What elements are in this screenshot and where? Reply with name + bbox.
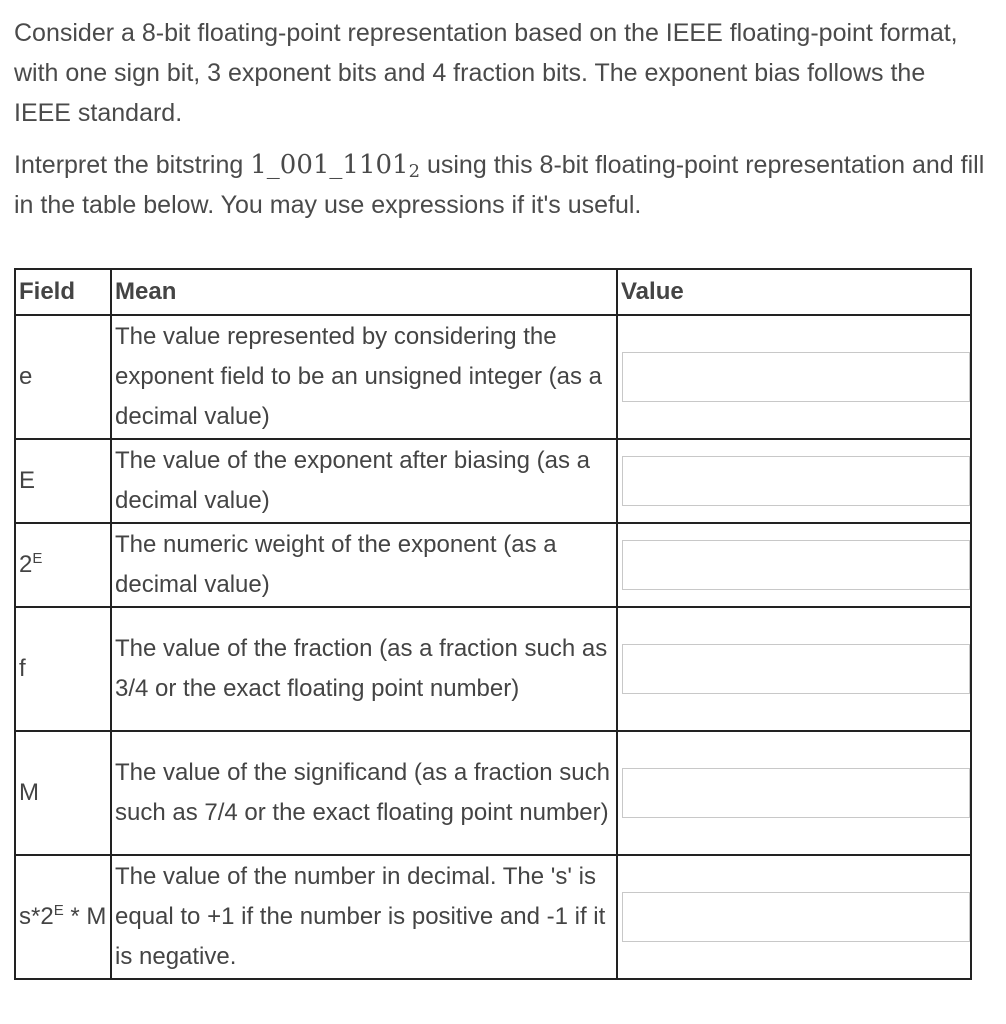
field-cell: M [15, 731, 111, 855]
header-value: Value [617, 269, 971, 315]
field-prefix: s*2 [19, 903, 54, 930]
header-mean: Mean [111, 269, 617, 315]
mean-cell: The value of the significand (as a fraction such such as 7/4 or the exact floating point number) [111, 731, 617, 855]
mean-cell: The numeric weight of the exponent (as a decimal value) [111, 523, 617, 607]
bitstring-expression [250, 150, 420, 180]
question-instruction [14, 145, 989, 225]
field-cell [15, 855, 111, 979]
table-header-row [15, 269, 971, 315]
value-cell [617, 523, 971, 607]
table-row [15, 439, 971, 523]
bitstring-base: 2 [408, 161, 421, 182]
answer-table [14, 268, 972, 980]
table-row [15, 855, 971, 979]
mean-cell: The value of the exponent after biasing (as a decimal value) [111, 439, 617, 523]
table-row [15, 523, 971, 607]
mean-cell: The value of the fraction (as a fraction such as 3/4 or the exact floating point number) [111, 607, 617, 731]
field-cell [15, 523, 111, 607]
value-cell [617, 439, 971, 523]
value-cell [617, 855, 971, 979]
mean-cell: The value of the number in decimal. The 's' is equal to +1 if the number is positive and -1 if it is negative. [111, 855, 617, 979]
mean-cell: The value represented by considering the exponent field to be an unsigned integer (as a decimal value) [111, 315, 617, 439]
field-suffix: * M [63, 903, 107, 930]
value-cell [617, 315, 971, 439]
field-cell: E [15, 439, 111, 523]
table-row [15, 607, 971, 731]
value-input-M[interactable] [622, 768, 970, 818]
instruction-end: using this 8-bit floating-point representation and fill in the table below. You may use expressions if it's useful. [14, 151, 985, 219]
table-row [15, 731, 971, 855]
field-base: 2 [19, 551, 33, 578]
field-superscript: E [32, 550, 43, 567]
value-input-number[interactable] [622, 892, 970, 942]
field-superscript: E [53, 902, 64, 919]
value-cell [617, 731, 971, 855]
instruction-start: Interpret the bitstring [14, 151, 251, 179]
table-row [15, 315, 971, 439]
value-input-E[interactable] [622, 456, 970, 506]
field-cell: e [15, 315, 111, 439]
value-cell [617, 607, 971, 731]
question-intro: Consider a 8-bit floating-point representation based on the IEEE floating-point format, with one sign bit, 3 exponent bits and 4 fraction bits. The exponent bias follows the IEEE standard. [14, 19, 958, 127]
value-input-e[interactable] [622, 352, 970, 402]
bitstring: 1_001_1101 [250, 150, 409, 180]
value-input-2E[interactable] [622, 540, 970, 590]
field-cell: f [15, 607, 111, 731]
value-input-f[interactable] [622, 644, 970, 694]
header-field: Field [15, 269, 111, 315]
